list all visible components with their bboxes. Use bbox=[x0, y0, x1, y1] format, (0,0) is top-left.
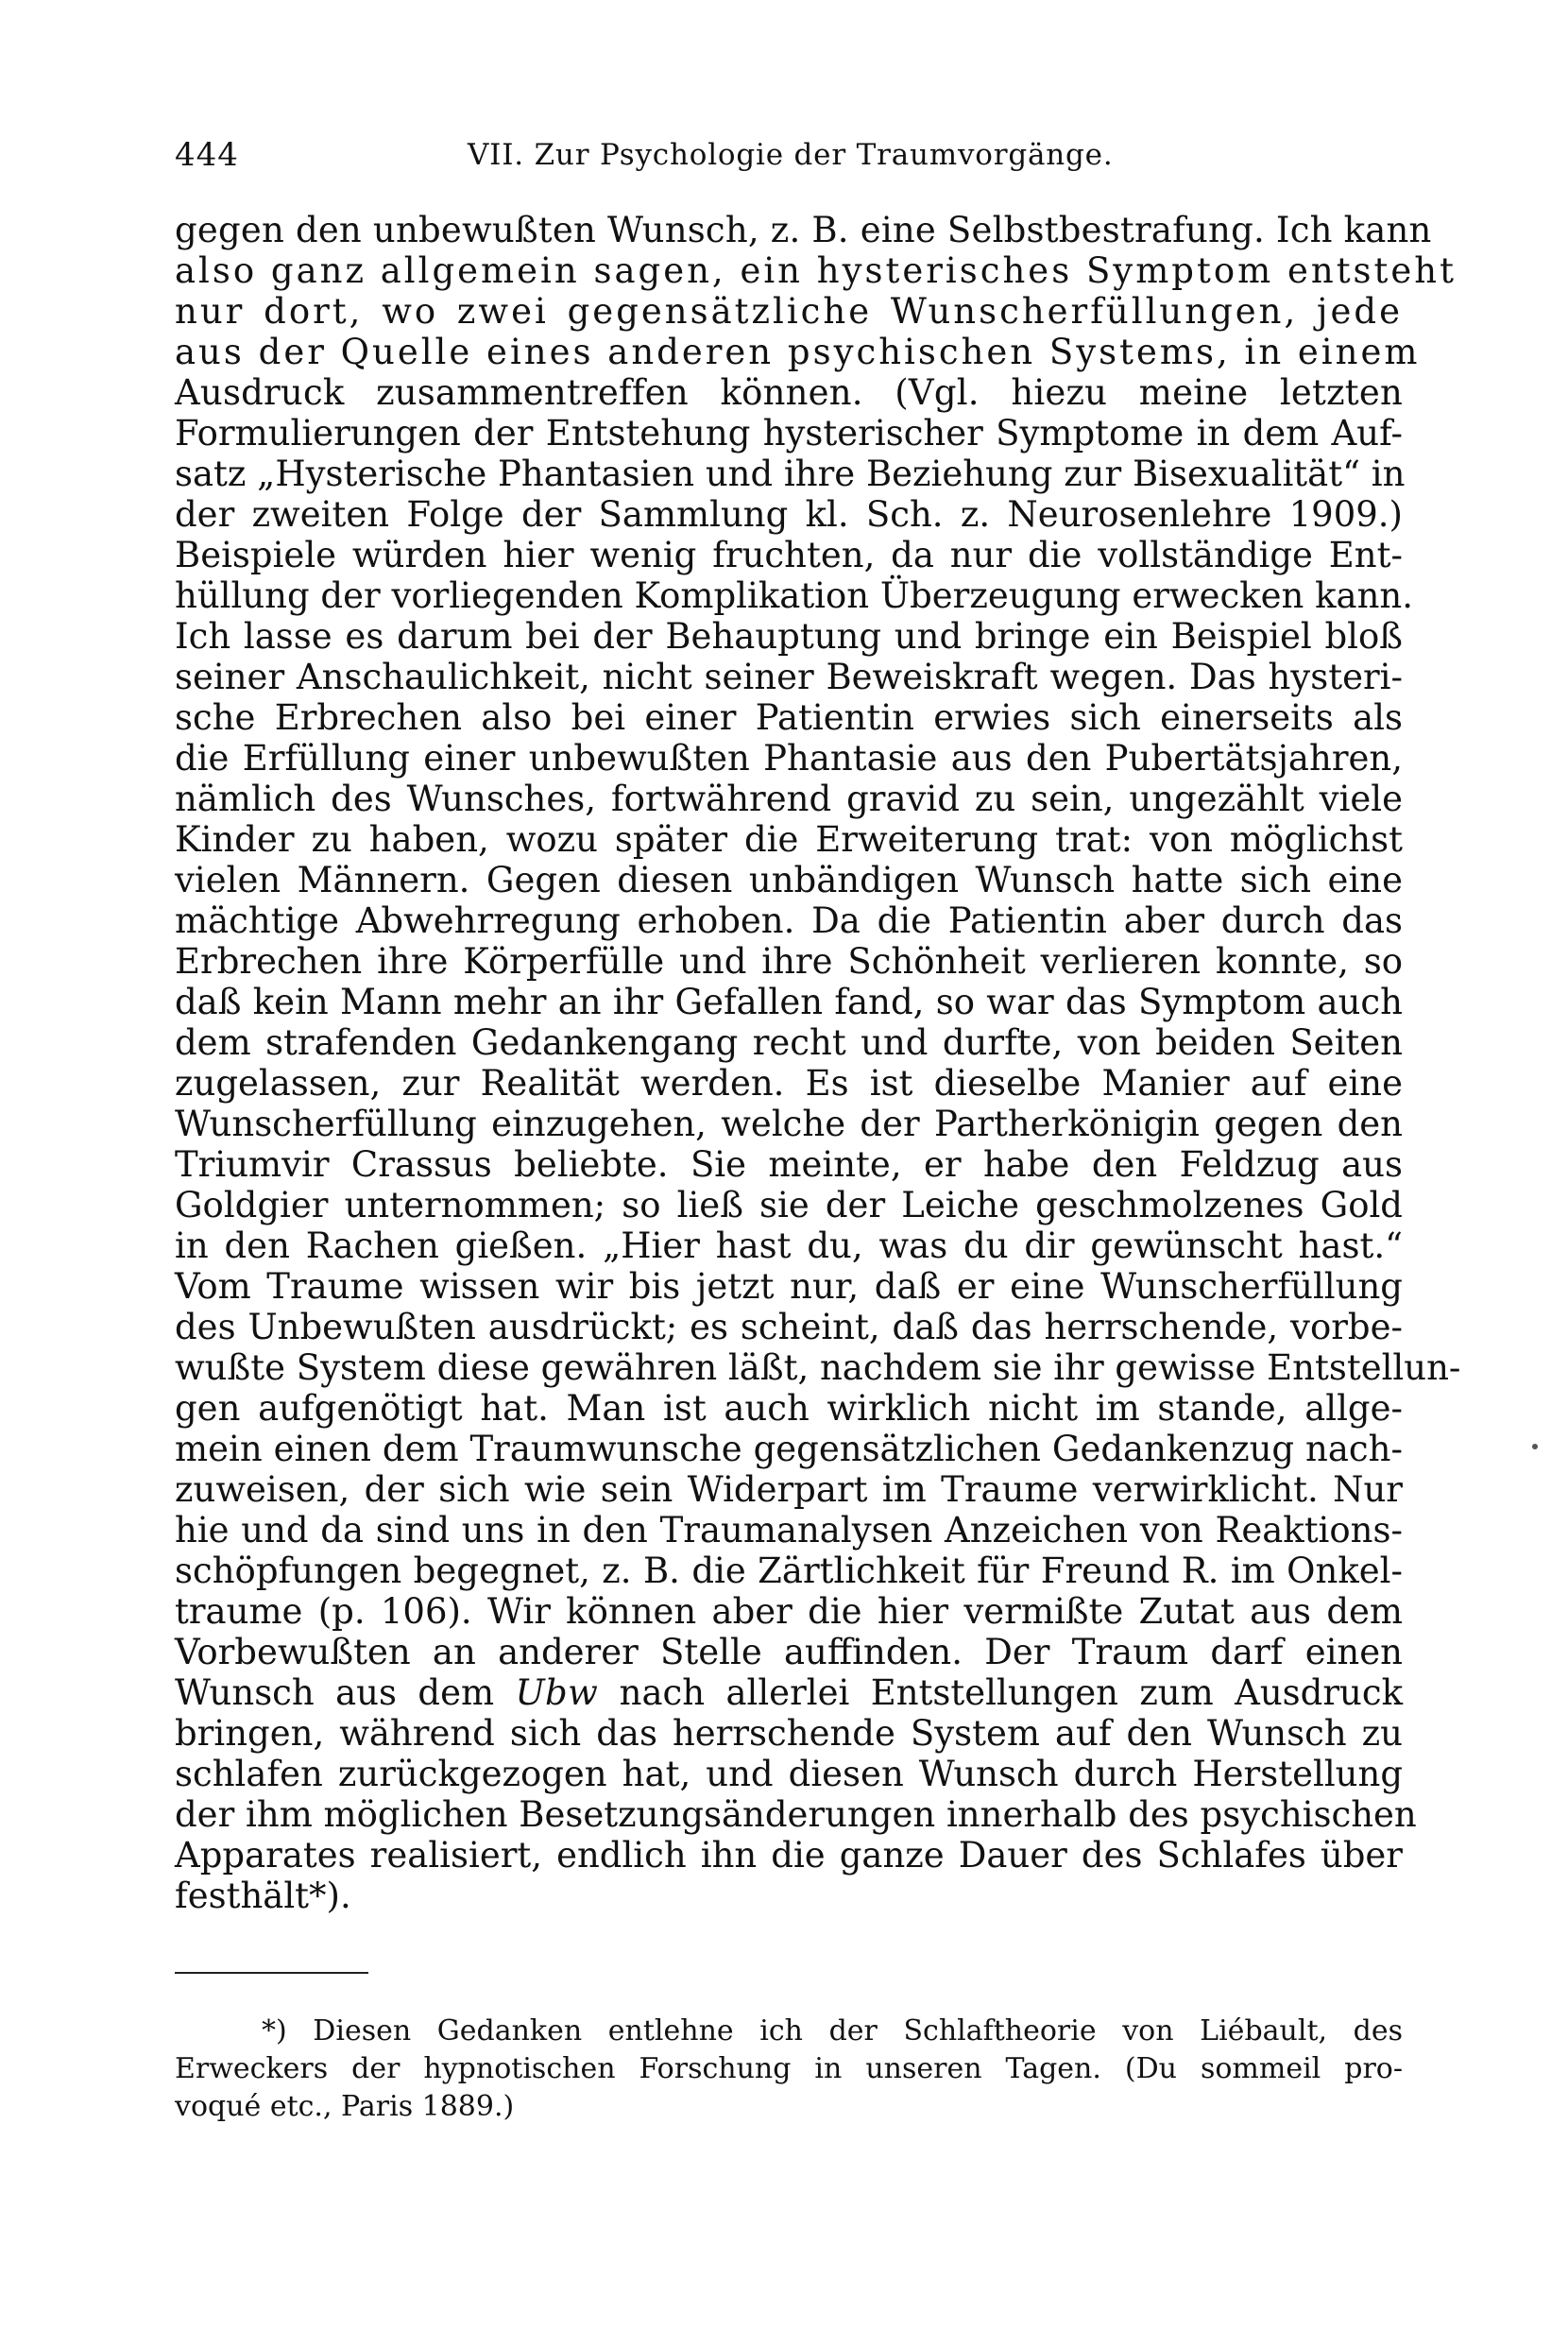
text-line: Triumvir Crassus beliebte. Sie meinte, er habe den Feldzug aus bbox=[175, 1144, 1403, 1185]
text-line: der zweiten Folge der Sammlung kl. Sch. z. Neurosenlehre 1909.) bbox=[175, 494, 1403, 535]
page-header bbox=[175, 136, 1403, 174]
text-line: satz „Hysterische Phantasien und ihre Beziehung zur Bisexualität“ in bbox=[175, 454, 1406, 494]
text-line: schlafen zurückgezogen hat, und diesen Wunsch durch Herstellung bbox=[175, 1754, 1403, 1794]
text-line: gen aufgenötigt hat. Man ist auch wirklich nicht im stande, allge- bbox=[175, 1388, 1403, 1429]
text-line: aus der Quelle eines anderen psychischen Systems, in einem bbox=[175, 332, 1421, 372]
text-line: nämlich des Wunsches, fortwährend gravid zu sein, ungezählt viele bbox=[175, 779, 1403, 819]
text-segment: nach allerlei Entstellungen zum Ausdruck bbox=[598, 1672, 1403, 1713]
text-line: festhält*). bbox=[175, 1876, 351, 1916]
footnote-divider bbox=[175, 1972, 368, 1974]
text-line: wußte System diese gewähren läßt, nachdem sie ihr gewisse Entstellun- bbox=[175, 1347, 1461, 1388]
footnote-line: Erweckers der hypnotischen Forschung in unseren Tagen. (Du sommeil pro- bbox=[175, 2052, 1403, 2085]
footnote-line: voqué etc., Paris 1889.) bbox=[175, 2090, 515, 2123]
text-line: Vorbewußten an anderer Stelle auffinden. Der Traum darf einen bbox=[175, 1632, 1403, 1672]
text-line: Ausdruck zusammentreffen können. (Vgl. hiezu meine letzten bbox=[175, 372, 1403, 413]
text-line: des Unbewußten ausdrückt; es scheint, daß das herrschende, vorbe- bbox=[175, 1307, 1403, 1347]
text-line: Vom Traume wissen wir bis jetzt nur, daß er eine Wunscherfüllung bbox=[175, 1266, 1403, 1307]
text-line: mächtige Abwehrregung erhoben. Da die Patientin aber durch das bbox=[175, 900, 1403, 941]
text-line: hüllung der vorliegenden Komplikation Überzeugung erwecken kann. bbox=[175, 575, 1414, 616]
text-line: zuweisen, der sich wie sein Widerpart im Traume verwirklicht. Nur bbox=[175, 1469, 1403, 1510]
text-line: vielen Männern. Gegen diesen unbändigen Wunsch hatte sich eine bbox=[175, 860, 1403, 900]
text-line: zugelassen, zur Realität werden. Es ist dieselbe Manier auf eine bbox=[175, 1063, 1403, 1104]
text-line: mein einen dem Traumwunsche gegensätzlichen Gedankenzug nach- bbox=[175, 1429, 1403, 1469]
text-line: Apparates realisiert, endlich ihn die ganze Dauer des Schlafes über bbox=[175, 1835, 1403, 1876]
text-line-with-emphasis bbox=[175, 1672, 1403, 1713]
text-line: Beispiele würden hier wenig fruchten, da nur die vollständige Ent- bbox=[175, 535, 1403, 575]
text-line: Formulierungen der Entstehung hysterischer Symptome in dem Auf- bbox=[175, 413, 1403, 454]
text-line: Goldgier unternommen; so ließ sie der Leiche geschmolzenes Gold bbox=[175, 1185, 1403, 1225]
text-line: traume (p. 106). Wir können aber die hier vermißte Zutat aus dem bbox=[175, 1591, 1403, 1632]
page-number: 444 bbox=[175, 136, 239, 174]
text-line: daß kein Mann mehr an ihr Gefallen fand, so war das Symptom auch bbox=[175, 982, 1403, 1022]
print-speck bbox=[1532, 1444, 1538, 1449]
text-line: der ihm möglichen Besetzungsänderungen innerhalb des psychischen bbox=[175, 1794, 1417, 1835]
text-line: Kinder zu haben, wozu später die Erweiterung trat: von möglichst bbox=[175, 819, 1403, 860]
text-line: nur dort, wo zwei gegensätzliche Wunscherfüllungen, jede bbox=[175, 291, 1403, 332]
running-title: VII. Zur Psychologie der Traumvorgänge. bbox=[468, 138, 1114, 172]
text-line: Erbrechen ihre Körperfülle und ihre Schönheit verlieren konnte, so bbox=[175, 941, 1403, 982]
text-line: seiner Anschaulichkeit, nicht seiner Beweiskraft wegen. Das hysteri- bbox=[175, 657, 1403, 697]
text-line: Ich lasse es darum bei der Behauptung und bringe ein Beispiel bloß bbox=[175, 616, 1403, 657]
text-line: hie und da sind uns in den Traumanalysen Anzeichen von Reaktions- bbox=[175, 1510, 1403, 1550]
main-text bbox=[175, 210, 1461, 1916]
footnote bbox=[175, 2013, 1403, 2126]
text-line: sche Erbrechen also bei einer Patientin erwies sich einerseits als bbox=[175, 697, 1403, 738]
text-line: in den Rachen gießen. „Hier hast du, was du dir gewünscht hast.“ bbox=[175, 1225, 1403, 1266]
footnote-line: *) Diesen Gedanken entlehne ich der Schlaftheorie von Liébault, des bbox=[262, 2014, 1403, 2047]
text-segment: Wunsch aus dem bbox=[175, 1672, 516, 1713]
ubw-emphasis: Ubw bbox=[515, 1672, 599, 1713]
text-line: also ganz allgemein sagen, ein hysterisches Symptom entsteht bbox=[175, 250, 1457, 291]
text-line: dem strafenden Gedankengang recht und durfte, von beiden Seiten bbox=[175, 1022, 1403, 1063]
text-line: Wunscherfüllung einzugehen, welche der Partherkönigin gegen den bbox=[175, 1104, 1403, 1144]
text-line: die Erfüllung einer unbewußten Phantasie aus den Pubertätsjahren, bbox=[175, 738, 1403, 779]
text-line: schöpfungen begegnet, z. B. die Zärtlichkeit für Freund R. im Onkel- bbox=[175, 1550, 1403, 1591]
text-line: bringen, während sich das herrschende System auf den Wunsch zu bbox=[175, 1713, 1403, 1754]
text-line: gegen den unbewußten Wunsch, z. B. eine Selbstbestrafung. Ich kann bbox=[175, 210, 1432, 250]
